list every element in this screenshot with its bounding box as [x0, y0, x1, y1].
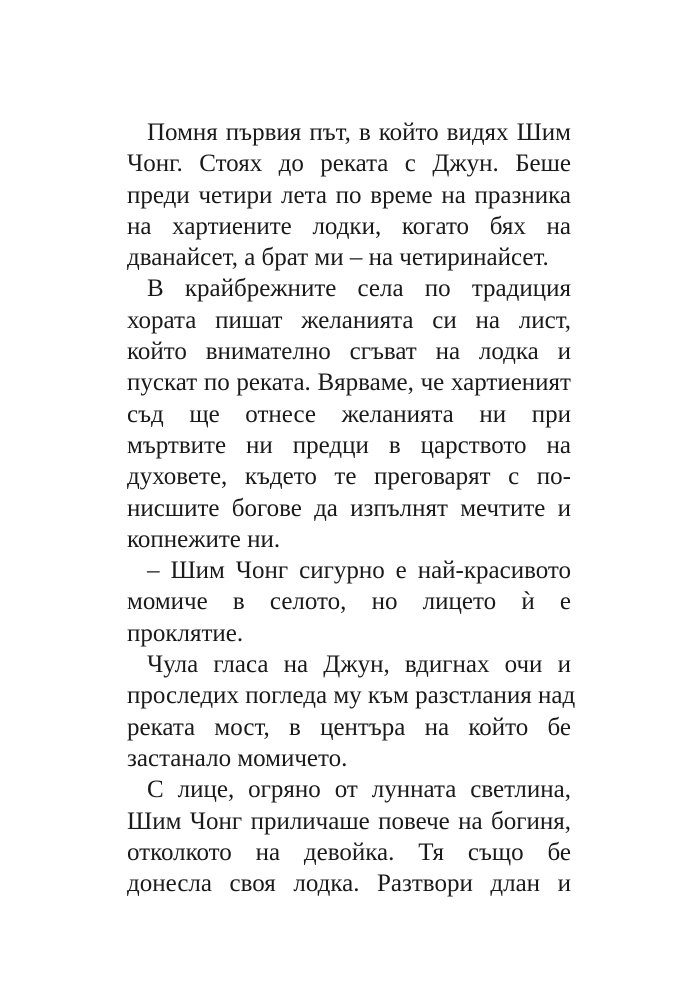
paragraph-2: [127, 273, 571, 555]
paragraph-3: [127, 555, 571, 649]
text-line: Чула гласа на Джун, вдигнах очи и: [147, 651, 571, 679]
text-line: реката мост, в центъра на който бе: [127, 713, 571, 741]
text-line: проследих погледа му към разстлания над: [127, 682, 576, 710]
text-line: преди четири лета по време на празника: [127, 181, 571, 209]
text-line: отколкото на девойка. Тя също бе: [127, 838, 571, 866]
text-line: пускат по реката. Вярваме, че хартиеният: [127, 369, 571, 397]
text-line: на хартиените лодки, когато бях на: [127, 212, 571, 240]
text-line: Чонг. Стоях до реката с Джун. Беше: [127, 150, 571, 178]
text-line: застанало момичето.: [127, 744, 348, 772]
text-line: Помня първия път, в който видях Шим: [147, 119, 571, 146]
paragraph-5: [127, 774, 571, 899]
text-line: нисшите богове да изпълнят мечтите и: [127, 494, 571, 522]
text-line: момиче в селото, но лицето ѝ е: [127, 588, 571, 616]
text-line: съд ще отнесе желанията ни при: [127, 400, 571, 428]
text-line: – Шим Чонг сигурно е най-красивото: [147, 557, 571, 585]
text-line: С лице, огряно от лунната светлина,: [147, 776, 571, 804]
text-body: [127, 117, 576, 899]
paragraph-4: [127, 649, 576, 774]
text-line: копнежите ни.: [127, 525, 281, 553]
text-line: Шим Чонг приличаше повече на богиня,: [127, 807, 571, 835]
text-line: дванайсет, а брат ми – на четиринайсет.: [127, 244, 549, 272]
text-line: мъртвите ни предци в царството на: [127, 431, 571, 459]
text-line: който внимателно сгъват на лодка и: [127, 338, 571, 366]
text-line: духовете, където те преговарят с по-: [127, 463, 571, 491]
text-line: хората пишат желанията си на лист,: [127, 306, 571, 334]
text-line: проклятие.: [127, 619, 244, 647]
text-line: В крайбрежните села по традиция: [147, 275, 571, 303]
text-line: донесла своя лодка. Разтвори длан и: [127, 870, 571, 898]
paragraph-1: [127, 117, 571, 273]
